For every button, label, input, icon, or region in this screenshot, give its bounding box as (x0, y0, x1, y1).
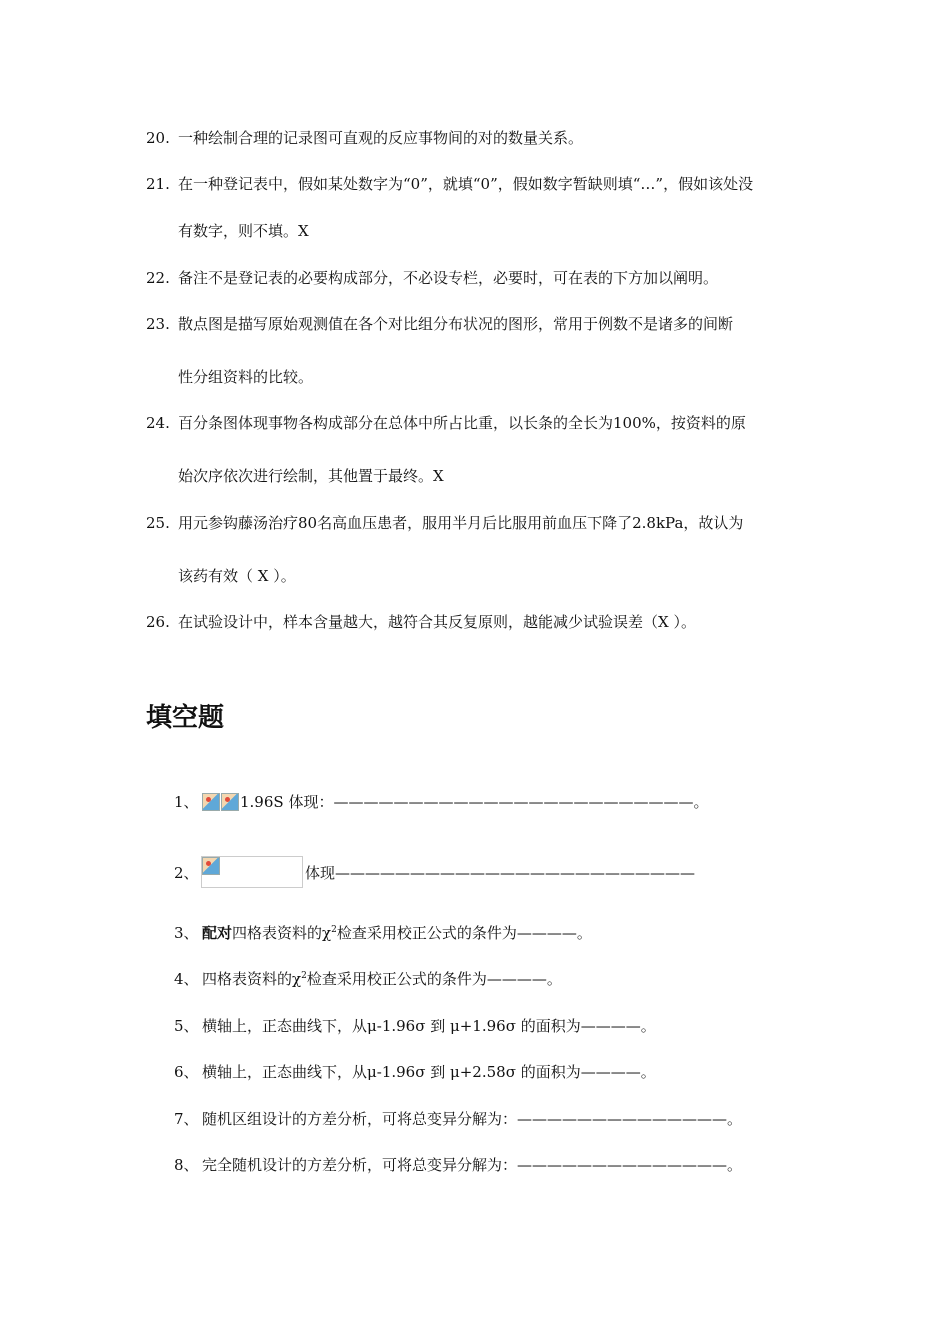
item-text: 检查采用校正公式的条件为————。 (306, 970, 562, 988)
section-title: 填空题 (146, 703, 225, 733)
fill-item-2-text (305, 863, 695, 883)
item-text-wrap (202, 792, 708, 812)
item-text: 散点图是描写原始观测值在各个对比组分布状况的图形，常用于例数不是诸多的间断 (178, 315, 734, 333)
item-text: 备注不是登记表的必要构成部分，不必设专栏，必要时，可在表的下方加以阐明。 (178, 269, 719, 287)
item-text: 检查采用校正公式的条件为————。 (336, 924, 592, 942)
item-number: 7、 (174, 1110, 199, 1128)
item-text: 随机区组设计的方差分析，可将总变异分解为：——————————————。 (202, 1110, 743, 1128)
item-number: 6、 (174, 1063, 199, 1081)
item-text: 一种绘制合理的记录图可直观的反应事物间的对的数量关系。 (178, 129, 584, 147)
item-number: 5、 (174, 1017, 199, 1035)
broken-image-icon (221, 793, 239, 811)
item-text: 横轴上，正态曲线下，从μ-1.96σ 到 μ+1.96σ 的面积为————。 (202, 1017, 656, 1035)
bold-keyword: 配对 (202, 924, 233, 942)
item-text: 性分组资料的比较。 (178, 368, 314, 386)
item-number: 1、 (174, 793, 199, 811)
item-number: 23. (146, 315, 170, 333)
broken-image-icon (202, 857, 220, 875)
item-number: 4、 (174, 970, 199, 988)
item-text: 完全随机设计的方差分析，可将总变异分解为：——————————————。 (202, 1156, 743, 1174)
item-number: 21. (146, 175, 170, 193)
item-number: 24. (146, 414, 170, 432)
item-number: 26. (146, 613, 170, 631)
item-number: 8、 (174, 1156, 199, 1174)
item-text-wrap (202, 923, 592, 943)
item-number: 3、 (174, 924, 199, 942)
item-number: 22. (146, 269, 170, 287)
superscript: 2 (301, 971, 307, 981)
item-number: 25. (146, 514, 170, 532)
item-text: 有数字，则不填。X (178, 222, 309, 240)
item-text-wrap (202, 969, 562, 989)
item-number: 2、 (174, 864, 199, 882)
item-text: 体现———————————————————————— (305, 864, 696, 882)
item-number: 20. (146, 129, 170, 147)
item-text: 在试验设计中，样本含量越大，越符合其反复原则，越能减少试验误差（X ）。 (178, 613, 696, 631)
item-text: 该药有效（ X ）。 (178, 567, 296, 585)
image-placeholder (201, 856, 303, 888)
item-text: 四格表资料的χ (232, 924, 332, 942)
item-text: 用元参钩藤汤治疗80名高血压患者，服用半月后比服用前血压下降了2.8kPa，故认为 (178, 514, 744, 532)
item-text: 四格表资料的χ (202, 970, 302, 988)
item-text: 始次序依次进行绘制，其他置于最终。X (178, 467, 444, 485)
broken-image-icon (202, 793, 220, 811)
item-text: 在一种登记表中，假如某处数字为“0”，就填“0”，假如数字暂缺则填“…”，假如该处没 (178, 175, 754, 193)
item-text: 百分条图体现事物各构成部分在总体中所占比重，以长条的全长为100%，按资料的原 (178, 414, 746, 432)
superscript: 2 (331, 925, 337, 935)
item-text: 横轴上，正态曲线下，从μ-1.96σ 到 μ+2.58σ 的面积为————。 (202, 1063, 656, 1081)
item-text: 1.96S 体现：————————————————————————。 (240, 793, 709, 811)
